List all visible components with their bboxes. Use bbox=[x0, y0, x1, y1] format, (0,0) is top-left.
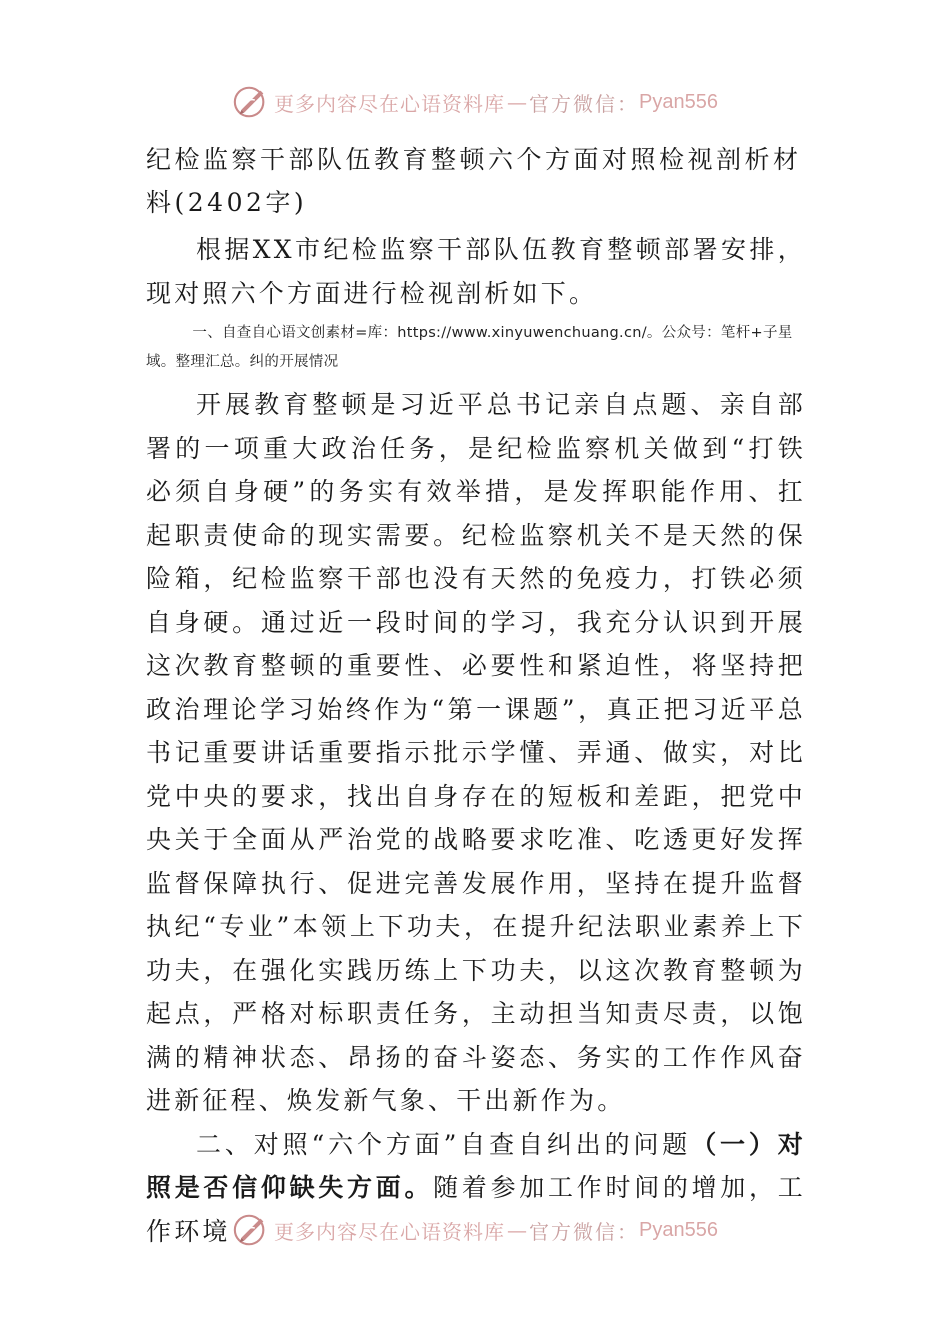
pen-logo-icon bbox=[232, 83, 270, 121]
watermark-separator: — bbox=[507, 90, 528, 114]
watermark-text: 更多内容尽在心语资料库 bbox=[274, 1219, 506, 1244]
body-paragraph: 开展教育整顿是习近平总书记亲自点题、亲自部署的一项重大政治任务，是纪检监察机关做到“打铁必须自身硬”的务实有效举措，是发挥职能作用、扛起职责使命的现实需要。纪检监察机关不是天然的保险箱，纪检监察干部也没有天然的免疫力，打铁必须自身硬。通过近一段时间的学习，我充分认识到开展这次教育整顿的重要性、必要性和紧迫性，将坚持把政治理论学习始终作为“第一课题”，真正把习近平总书记重要讲话重要指示批示学懂、弄通、做实，对比党中央的要求，找出自身存在的短板和差距，把党中央关于全面从严治党的战略要求吃准、吃透更好发挥监督保障执行、促进完善发展作用，坚持在提升监督执纪“专业”本领上下功夫，在提升纪法职业素养上下功夫，在强化实践历练上下功夫，以这次教育整顿为起点，严格对标职责任务，主动担当知责尽责，以饱满的精神状态、昂扬的奋斗姿态、务实的工作作风奋进新征程、焕发新气象、干出新作为。 bbox=[146, 390, 806, 1115]
document-title: 纪检监察干部队伍教育整顿六个方面对照检视剖析材料(2402字) bbox=[146, 145, 802, 217]
watermark-contact-label: 官方微信： bbox=[529, 1219, 640, 1244]
section2-subheading: （一）对照是否信仰缺失方面。 bbox=[146, 1129, 806, 1202]
section2-lead: 二、对照“六个方面”自查自纠出的问题 bbox=[196, 1129, 692, 1159]
watermark-header bbox=[0, 82, 950, 122]
intro-paragraph: 根据XX市纪检监察干部队伍教育整顿部署安排，现对照六个方面进行检视剖析如下。 bbox=[146, 235, 806, 308]
section2-text: 随着参加工作时间的增加，工作环境 bbox=[146, 1173, 806, 1246]
watermark-text: 更多内容尽在心语资料库 bbox=[274, 91, 506, 116]
watermark-wechat-id: Pyan556 bbox=[639, 90, 718, 113]
watermark-footer bbox=[0, 1210, 950, 1250]
watermark-contact-label: 官方微信： bbox=[529, 91, 640, 116]
watermark-wechat-id: Pyan556 bbox=[639, 1218, 718, 1241]
section1-heading-note: 一、自查自心语文创素材=库：https://www.xinyuwenchuang.cn/。公众号：笔杆+子星域。整理汇总。纠的开展情况 bbox=[146, 325, 793, 370]
watermark-separator: — bbox=[507, 1218, 528, 1242]
document-body bbox=[146, 138, 806, 1253]
pen-logo-icon bbox=[232, 1211, 270, 1249]
